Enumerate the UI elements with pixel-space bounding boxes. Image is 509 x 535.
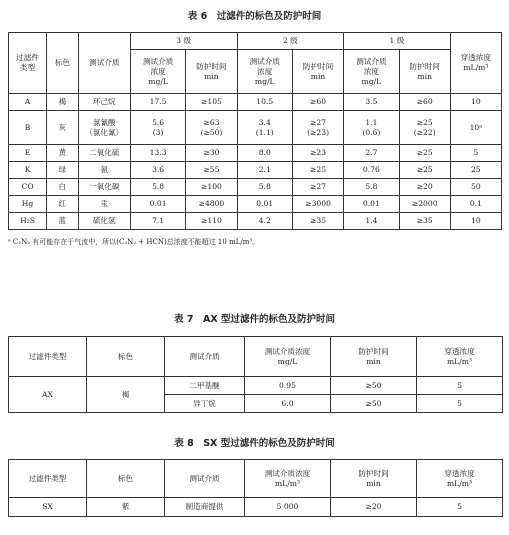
cell-br: 10 — [450, 213, 501, 230]
table-row — [9, 213, 502, 230]
table8-caption: 表 8 SX 型过滤件的标色及防护时间 — [174, 438, 335, 449]
table7-caption: 表 7 AX 型过滤件的标色及防护时间 — [174, 314, 335, 325]
cell-br: 25 — [450, 162, 501, 179]
cell-t2: ≥27 (≥23) — [293, 111, 344, 145]
header-time-2: 防护时间 min — [293, 50, 344, 94]
sx-time-cell: ≥20 — [331, 498, 417, 517]
table-row — [9, 145, 502, 162]
cell-color: 褐 — [47, 94, 79, 111]
cell-type: E — [9, 145, 47, 162]
header-conc-3: 测试介质 浓度 mg/L — [130, 50, 186, 94]
table8-header-1: 标色 — [87, 460, 165, 498]
table7 — [8, 336, 503, 413]
cell-c1: 0.01 — [344, 196, 400, 213]
cell-color: 红 — [47, 196, 79, 213]
cell-type: Hg — [9, 196, 47, 213]
cell-c1: 1.4 — [344, 213, 400, 230]
cell-t3: ≥110 — [186, 213, 237, 230]
cell-medium: 二氧化硫 — [78, 145, 130, 162]
table-row — [9, 162, 502, 179]
cell-medium: 一氧化碳 — [78, 179, 130, 196]
cell-color: 绿 — [47, 162, 79, 179]
ax-break-1: 5 — [417, 377, 503, 395]
cell-c3: 0.01 — [130, 196, 186, 213]
cell-t1: ≥2000 — [399, 196, 450, 213]
cell-c1: 1.1 (0.6) — [344, 111, 400, 145]
cell-c2: 0.01 — [237, 196, 293, 213]
cell-t3: ≥105 — [186, 94, 237, 111]
cell-br: 50 — [450, 179, 501, 196]
cell-c2: 3.4 (1.1) — [237, 111, 293, 145]
ax-type-cell: AX — [9, 377, 87, 413]
table6 — [8, 32, 502, 230]
cell-t3: ≥63 (≥50) — [186, 111, 237, 145]
table-row — [9, 111, 502, 145]
table7-header-3: 测试介质浓度 mg/L — [245, 337, 331, 377]
table7-header-1: 标色 — [87, 337, 165, 377]
sx-medium-cell: 制造商提供 — [165, 498, 245, 517]
cell-type: K — [9, 162, 47, 179]
cell-t1: ≥25 (≥22) — [399, 111, 450, 145]
cell-c2: 8.0 — [237, 145, 293, 162]
header-grade-2: 2 级 — [237, 33, 344, 50]
table7-header-5: 穿透浓度 mL/m³ — [417, 337, 503, 377]
cell-c1: 5.8 — [344, 179, 400, 196]
table-row — [9, 94, 502, 111]
cell-c3: 5.6 (3) — [130, 111, 186, 145]
cell-br: 5 — [450, 145, 501, 162]
cell-c3: 17.5 — [130, 94, 186, 111]
cell-br: 0.1 — [450, 196, 501, 213]
ax-time-2: ≥50 — [331, 395, 417, 413]
table8-header-4: 防护时间 min — [331, 460, 417, 498]
cell-t1: ≥20 — [399, 179, 450, 196]
header-grade-1: 1 级 — [344, 33, 451, 50]
header-breakthrough: 穿透浓度 mL/m³ — [450, 33, 501, 94]
ax-time-1: ≥50 — [331, 377, 417, 395]
cell-t2: ≥3000 — [293, 196, 344, 213]
cell-medium: 汞 — [78, 196, 130, 213]
table8-header-5: 穿透浓度 mL/m³ — [417, 460, 503, 498]
cell-color: 蓝 — [47, 213, 79, 230]
cell-medium: 环己烷 — [78, 94, 130, 111]
cell-t1: ≥25 — [399, 162, 450, 179]
sx-color-cell: 紫 — [87, 498, 165, 517]
table8-header-3: 测试介质浓度 mL/m³ — [245, 460, 331, 498]
cell-c1: 2.7 — [344, 145, 400, 162]
ax-medium-2: 异丁烷 — [165, 395, 245, 413]
cell-color: 灰 — [47, 111, 79, 145]
cell-t2: ≥23 — [293, 145, 344, 162]
header-conc-1: 测试介质 浓度 mg/L — [344, 50, 400, 94]
header-conc-2: 测试介质 浓度 mg/L — [237, 50, 293, 94]
cell-c3: 5.8 — [130, 179, 186, 196]
cell-medium: 硫化氢 — [78, 213, 130, 230]
cell-t2: ≥35 — [293, 213, 344, 230]
cell-c1: 3.5 — [344, 94, 400, 111]
cell-type: B — [9, 111, 47, 145]
cell-c1: 0.76 — [344, 162, 400, 179]
cell-t3: ≥4800 — [186, 196, 237, 213]
cell-color: 黄 — [47, 145, 79, 162]
table8 — [8, 459, 503, 517]
cell-t2: ≥27 — [293, 179, 344, 196]
header-filter-type: 过滤件 类型 — [9, 33, 47, 94]
ax-medium-1: 二甲基醚 — [165, 377, 245, 395]
table7-header-0: 过滤件类型 — [9, 337, 87, 377]
header-time-1: 防护时间 min — [399, 50, 450, 94]
cell-type: CO — [9, 179, 47, 196]
table6-footnote: ᵃ C₂N₂ 有可能存在于气流中，所以(C₂N₂ + HCN)总浓度不能超过 10 mL/m³。 — [8, 238, 260, 246]
cell-color: 白 — [47, 179, 79, 196]
ax-conc-2: 6.0 — [245, 395, 331, 413]
ax-conc-1: 0.95 — [245, 377, 331, 395]
table6-caption: 表 6 过滤件的标色及防护时间 — [187, 11, 322, 22]
cell-c3: 7.1 — [130, 213, 186, 230]
cell-c2: 4.2 — [237, 213, 293, 230]
cell-c3: 3.6 — [130, 162, 186, 179]
cell-t1: ≥35 — [399, 213, 450, 230]
cell-medium: 氯氰酸 （氯化氰） — [78, 111, 130, 145]
table8-header-0: 过滤件类型 — [9, 460, 87, 498]
cell-t2: ≥25 — [293, 162, 344, 179]
cell-type: H₂S — [9, 213, 47, 230]
header-time-3: 防护时间 min — [186, 50, 237, 94]
ax-color-cell: 褐 — [87, 377, 165, 413]
header-color: 标色 — [47, 33, 79, 94]
cell-t2: ≥60 — [293, 94, 344, 111]
table-row — [9, 179, 502, 196]
cell-t3: ≥55 — [186, 162, 237, 179]
ax-break-2: 5 — [417, 395, 503, 413]
cell-c2: 2.1 — [237, 162, 293, 179]
cell-t3: ≥100 — [186, 179, 237, 196]
sx-break-cell: 5 — [417, 498, 503, 517]
cell-t1: ≥25 — [399, 145, 450, 162]
cell-t1: ≥60 — [399, 94, 450, 111]
header-medium: 测试介质 — [78, 33, 130, 94]
table7-header-4: 防护时间 min — [331, 337, 417, 377]
cell-c3: 13.3 — [130, 145, 186, 162]
sx-conc-cell: 5 000 — [245, 498, 331, 517]
cell-br: 10ᵃ — [450, 111, 501, 145]
table7-header-2: 测试介质 — [165, 337, 245, 377]
cell-medium: 氨 — [78, 162, 130, 179]
cell-c2: 10.5 — [237, 94, 293, 111]
cell-br: 10 — [450, 94, 501, 111]
cell-type: A — [9, 94, 47, 111]
header-grade-3: 3 级 — [130, 33, 237, 50]
table8-header-2: 测试介质 — [165, 460, 245, 498]
cell-t3: ≥30 — [186, 145, 237, 162]
sx-type-cell: SX — [9, 498, 87, 517]
table-row — [9, 196, 502, 213]
cell-c2: 5.8 — [237, 179, 293, 196]
